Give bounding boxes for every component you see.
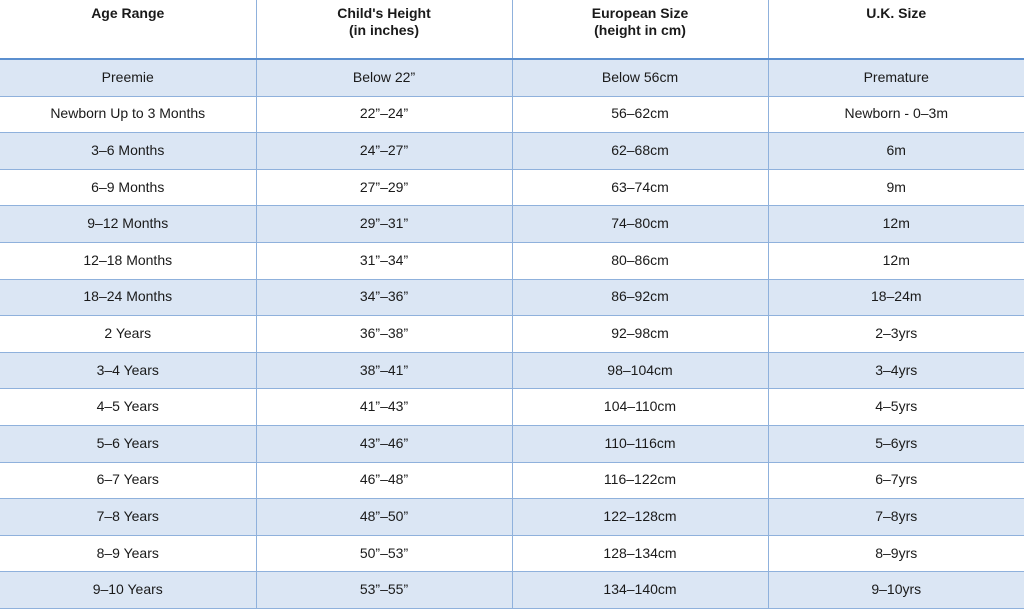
uk-size-cell: 6–7yrs <box>768 462 1024 499</box>
age-range-cell: 6–7 Years <box>0 462 256 499</box>
european-size-cell: Below 56cm <box>512 59 768 96</box>
height-inches-cell: 46”–48” <box>256 462 512 499</box>
table-row <box>0 425 1024 462</box>
european-size-cell: 92–98cm <box>512 316 768 353</box>
uk-size-cell: 7–8yrs <box>768 499 1024 536</box>
table-row <box>0 352 1024 389</box>
height-inches-cell: Below 22” <box>256 59 512 96</box>
height-inches-cell: 24”–27” <box>256 133 512 170</box>
table-row <box>0 96 1024 133</box>
age-range-cell: 18–24 Months <box>0 279 256 316</box>
age-range-cell: Preemie <box>0 59 256 96</box>
uk-size-cell: Newborn - 0–3m <box>768 96 1024 133</box>
header-age-range <box>0 0 256 59</box>
age-range-cell: 8–9 Years <box>0 535 256 572</box>
age-range-cell: 4–5 Years <box>0 389 256 426</box>
height-inches-cell: 34”–36” <box>256 279 512 316</box>
header-sublabel: (height in cm) <box>594 22 686 38</box>
table-body <box>0 59 1024 608</box>
age-range-cell: 6–9 Months <box>0 169 256 206</box>
header-sublabel: (in inches) <box>348 22 419 38</box>
uk-size-cell: 3–4yrs <box>768 352 1024 389</box>
header-row <box>0 0 1024 59</box>
european-size-cell: 128–134cm <box>512 535 768 572</box>
height-inches-cell: 43”–46” <box>256 425 512 462</box>
header-uk-size <box>768 0 1024 59</box>
height-inches-cell: 41”–43” <box>256 389 512 426</box>
uk-size-cell: 12m <box>768 206 1024 243</box>
table-row <box>0 572 1024 609</box>
table-row <box>0 535 1024 572</box>
height-inches-cell: 50”–53” <box>256 535 512 572</box>
height-inches-cell: 27”–29” <box>256 169 512 206</box>
header-label: U.K. Size <box>866 5 927 21</box>
table-row <box>0 206 1024 243</box>
european-size-cell: 98–104cm <box>512 352 768 389</box>
european-size-cell: 116–122cm <box>512 462 768 499</box>
uk-size-cell: 8–9yrs <box>768 535 1024 572</box>
table-row <box>0 169 1024 206</box>
european-size-cell: 110–116cm <box>512 425 768 462</box>
table-row <box>0 242 1024 279</box>
european-size-cell: 62–68cm <box>512 133 768 170</box>
age-range-cell: 2 Years <box>0 316 256 353</box>
age-range-cell: 5–6 Years <box>0 425 256 462</box>
age-range-cell: 12–18 Months <box>0 242 256 279</box>
age-range-cell: 3–6 Months <box>0 133 256 170</box>
uk-size-cell: 6m <box>768 133 1024 170</box>
header-label: Age Range <box>91 5 165 21</box>
table-header <box>0 0 1024 59</box>
european-size-cell: 104–110cm <box>512 389 768 426</box>
table-row <box>0 499 1024 536</box>
header-label: European Size <box>591 5 689 21</box>
uk-size-cell: 4–5yrs <box>768 389 1024 426</box>
table-row <box>0 279 1024 316</box>
age-range-cell: Newborn Up to 3 Months <box>0 96 256 133</box>
table-row <box>0 316 1024 353</box>
age-range-cell: 9–10 Years <box>0 572 256 609</box>
uk-size-cell: 5–6yrs <box>768 425 1024 462</box>
uk-size-cell: 12m <box>768 242 1024 279</box>
table-row <box>0 133 1024 170</box>
height-inches-cell: 31”–34” <box>256 242 512 279</box>
header-european-size <box>512 0 768 59</box>
european-size-cell: 86–92cm <box>512 279 768 316</box>
european-size-cell: 134–140cm <box>512 572 768 609</box>
uk-size-cell: 2–3yrs <box>768 316 1024 353</box>
age-range-cell: 9–12 Months <box>0 206 256 243</box>
european-size-cell: 63–74cm <box>512 169 768 206</box>
european-size-cell: 80–86cm <box>512 242 768 279</box>
european-size-cell: 122–128cm <box>512 499 768 536</box>
uk-size-cell: 18–24m <box>768 279 1024 316</box>
european-size-cell: 74–80cm <box>512 206 768 243</box>
table-row <box>0 462 1024 499</box>
header-childs-height <box>256 0 512 59</box>
european-size-cell: 56–62cm <box>512 96 768 133</box>
table-row <box>0 59 1024 96</box>
age-range-cell: 7–8 Years <box>0 499 256 536</box>
age-range-cell: 3–4 Years <box>0 352 256 389</box>
height-inches-cell: 53”–55” <box>256 572 512 609</box>
table-row <box>0 389 1024 426</box>
height-inches-cell: 36”–38” <box>256 316 512 353</box>
height-inches-cell: 48”–50” <box>256 499 512 536</box>
height-inches-cell: 38”–41” <box>256 352 512 389</box>
uk-size-cell: Premature <box>768 59 1024 96</box>
uk-size-cell: 9–10yrs <box>768 572 1024 609</box>
height-inches-cell: 22”–24” <box>256 96 512 133</box>
uk-size-cell: 9m <box>768 169 1024 206</box>
header-label: Child's Height <box>337 5 431 21</box>
height-inches-cell: 29”–31” <box>256 206 512 243</box>
